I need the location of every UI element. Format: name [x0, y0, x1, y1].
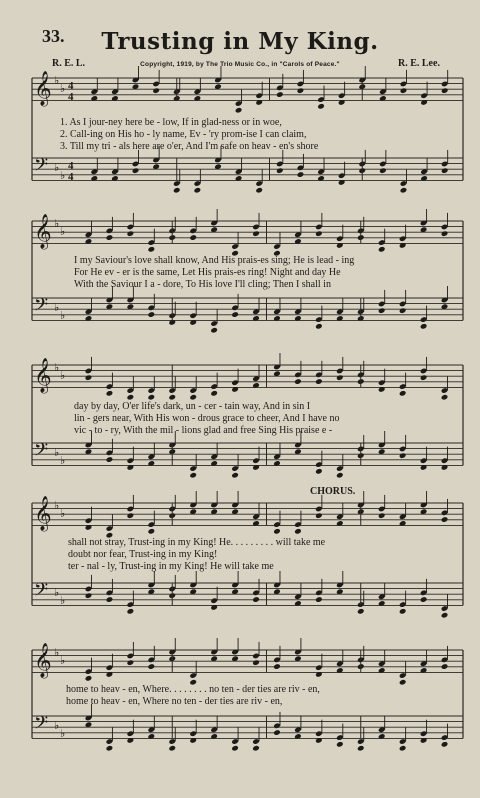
- lyric-line: shall not stray, Trust-ing in my King! He. . . . . . . . . will take me: [68, 537, 326, 548]
- note-head: [399, 452, 407, 459]
- note-head: [189, 472, 197, 479]
- lyric-line: ter - nal - ly, Trust-ing in my King! He will take me: [68, 561, 274, 572]
- hymn-number: 33.: [42, 26, 65, 46]
- note-head: [273, 663, 281, 670]
- note-head: [106, 745, 114, 752]
- note-head: [294, 528, 302, 535]
- flat-sign-icon: ♭: [54, 361, 60, 374]
- lyric-line: day by day, O'er life's dark, un - cer - tain way, And in sin I: [74, 401, 311, 412]
- note-head: [315, 468, 323, 475]
- note-head: [148, 528, 156, 535]
- bass-clef-icon: 𝄢: [34, 713, 49, 738]
- note-head: [441, 741, 449, 748]
- flat-sign-icon: ♭: [60, 507, 66, 520]
- lyric-line: With the Saviour I a - dore, To His love I'll cling; Then I shall in: [74, 279, 331, 290]
- lyric-line: 1. As I jour-ney here be - low, If in glad-ness or in woe,: [60, 117, 282, 128]
- note-head: [357, 608, 365, 615]
- note-head: [441, 663, 449, 670]
- note-head: [252, 659, 260, 666]
- flat-sign-icon: ♭: [54, 446, 60, 459]
- note-head: [317, 103, 325, 110]
- note-head: [297, 87, 305, 94]
- note-head: [106, 596, 114, 603]
- note-head: [106, 456, 114, 463]
- note-head: [315, 512, 323, 519]
- note-head: [400, 187, 408, 194]
- time-signature: 4: [68, 160, 74, 172]
- time-signature: 4: [68, 91, 74, 103]
- note-head: [399, 608, 407, 615]
- note-head: [336, 374, 344, 381]
- note-head: [152, 87, 160, 94]
- note-head: [85, 592, 93, 599]
- flat-sign-icon: ♭: [54, 499, 60, 512]
- treble-clef-icon: 𝄞: [34, 71, 52, 106]
- note-head: [231, 472, 239, 479]
- note-head: [127, 512, 135, 519]
- music-credit: R. E. Lee.: [398, 58, 440, 69]
- treble-clef-icon: 𝄞: [34, 358, 52, 393]
- flat-sign-icon: ♭: [60, 654, 66, 667]
- note-head: [252, 596, 260, 603]
- note-head: [127, 230, 135, 237]
- flat-sign-icon: ♭: [60, 369, 66, 382]
- note-head: [441, 516, 449, 523]
- note-head: [378, 307, 386, 314]
- note-head: [315, 378, 323, 385]
- lyric-line: home to heav - en, Where no ten - der ties are riv - en,: [66, 696, 283, 707]
- note-head: [294, 378, 302, 385]
- note-head: [231, 745, 239, 752]
- flat-sign-icon: ♭: [60, 594, 66, 607]
- note-head: [85, 675, 93, 682]
- note-head: [210, 390, 218, 397]
- note-head: [420, 323, 428, 330]
- bass-clef-icon: 𝄢: [34, 440, 49, 465]
- words-credit: R. E. L.: [52, 58, 86, 69]
- note-head: [235, 107, 243, 114]
- note-head: [378, 246, 386, 253]
- note-head: [315, 323, 323, 330]
- note-head: [441, 612, 449, 619]
- treble-clef-icon: 𝄞: [34, 643, 52, 678]
- flat-sign-icon: ♭: [60, 82, 66, 95]
- note-head: [399, 745, 407, 752]
- note-head: [132, 167, 140, 174]
- note-head: [168, 745, 176, 752]
- time-signature: 4: [68, 80, 74, 92]
- flat-sign-icon: ♭: [54, 719, 60, 732]
- note-head: [378, 512, 386, 519]
- note-head: [441, 394, 449, 401]
- lyric-line: lin - gers near, With His won - drous grace to cheer, And I have no: [74, 413, 340, 424]
- note-head: [255, 187, 263, 194]
- flat-sign-icon: ♭: [54, 301, 60, 314]
- note-head: [252, 745, 260, 752]
- note-head: [273, 729, 281, 736]
- lyric-line: home to heav - en, Where. . . . . . . . no ten - der ties are riv - en,: [66, 684, 320, 695]
- note-head: [420, 374, 428, 381]
- note-head: [85, 374, 93, 381]
- note-head: [399, 307, 407, 314]
- note-head: [315, 596, 323, 603]
- flat-sign-icon: ♭: [60, 309, 66, 322]
- bass-clef-icon: 𝄢: [34, 580, 49, 605]
- lyric-line: 2. Call-ing on His ho - ly name, Ev - 'ry prom-ise I can claim,: [60, 129, 307, 140]
- note-head: [399, 390, 407, 397]
- note-head: [297, 171, 305, 178]
- note-head: [252, 230, 260, 237]
- note-head: [194, 187, 202, 194]
- note-head: [441, 167, 449, 174]
- flat-sign-icon: ♭: [54, 586, 60, 599]
- hymn-title: Trusting in My King.: [101, 28, 379, 55]
- time-signature: 4: [68, 171, 74, 183]
- note-head: [148, 246, 156, 253]
- note-head: [127, 659, 135, 666]
- treble-clef-icon: 𝄞: [34, 214, 52, 249]
- note-head: [231, 311, 239, 318]
- note-head: [336, 472, 344, 479]
- note-head: [315, 230, 323, 237]
- flat-sign-icon: ♭: [60, 169, 66, 182]
- note-head: [148, 394, 156, 401]
- note-head: [441, 87, 449, 94]
- bass-clef-icon: 𝄢: [34, 295, 49, 320]
- note-head: [148, 663, 156, 670]
- lyric-line: vic - to - ry, With the mil - lions glad and free Sing His praise e -: [74, 425, 333, 436]
- note-head: [168, 394, 176, 401]
- note-head: [189, 394, 197, 401]
- note-head: [210, 327, 218, 334]
- flat-sign-icon: ♭: [54, 646, 60, 659]
- lyric-line: For He ev - er is the same, Let His prais-es ring! Night and day He: [74, 267, 341, 278]
- note-head: [148, 311, 156, 318]
- note-head: [189, 234, 197, 241]
- lyric-line: I my Saviour's love shall know, And His prais-es sing; He is lead - ing: [74, 255, 355, 266]
- note-head: [106, 390, 114, 397]
- note-head: [400, 87, 408, 94]
- note-head: [276, 167, 284, 174]
- flat-sign-icon: ♭: [54, 217, 60, 230]
- note-head: [127, 394, 135, 401]
- note-head: [441, 230, 449, 237]
- chorus-label: CHORUS.: [310, 486, 356, 497]
- note-head: [379, 167, 387, 174]
- bass-clef-icon: 𝄢: [34, 155, 49, 180]
- note-head: [336, 741, 344, 748]
- lyric-line: 3. Till my tri - als here are o'er, And I'm safe on heav - en's shore: [60, 141, 319, 152]
- note-head: [106, 234, 114, 241]
- note-head: [173, 187, 181, 194]
- flat-sign-icon: ♭: [60, 727, 66, 740]
- flat-sign-icon: ♭: [54, 161, 60, 174]
- note-head: [357, 745, 365, 752]
- flat-sign-icon: ♭: [54, 74, 60, 87]
- flat-sign-icon: ♭: [60, 225, 66, 238]
- note-head: [127, 608, 135, 615]
- flat-sign-icon: ♭: [60, 454, 66, 467]
- treble-clef-icon: 𝄞: [34, 496, 52, 531]
- note-head: [273, 528, 281, 535]
- lyric-line: doubt nor fear, Trust-ing in my King!: [68, 549, 218, 560]
- copyright-notice: Copyright, 1919, by The Trio Music Co., in "Carols of Peace.": [140, 61, 340, 68]
- note-head: [420, 596, 428, 603]
- note-head: [276, 91, 284, 98]
